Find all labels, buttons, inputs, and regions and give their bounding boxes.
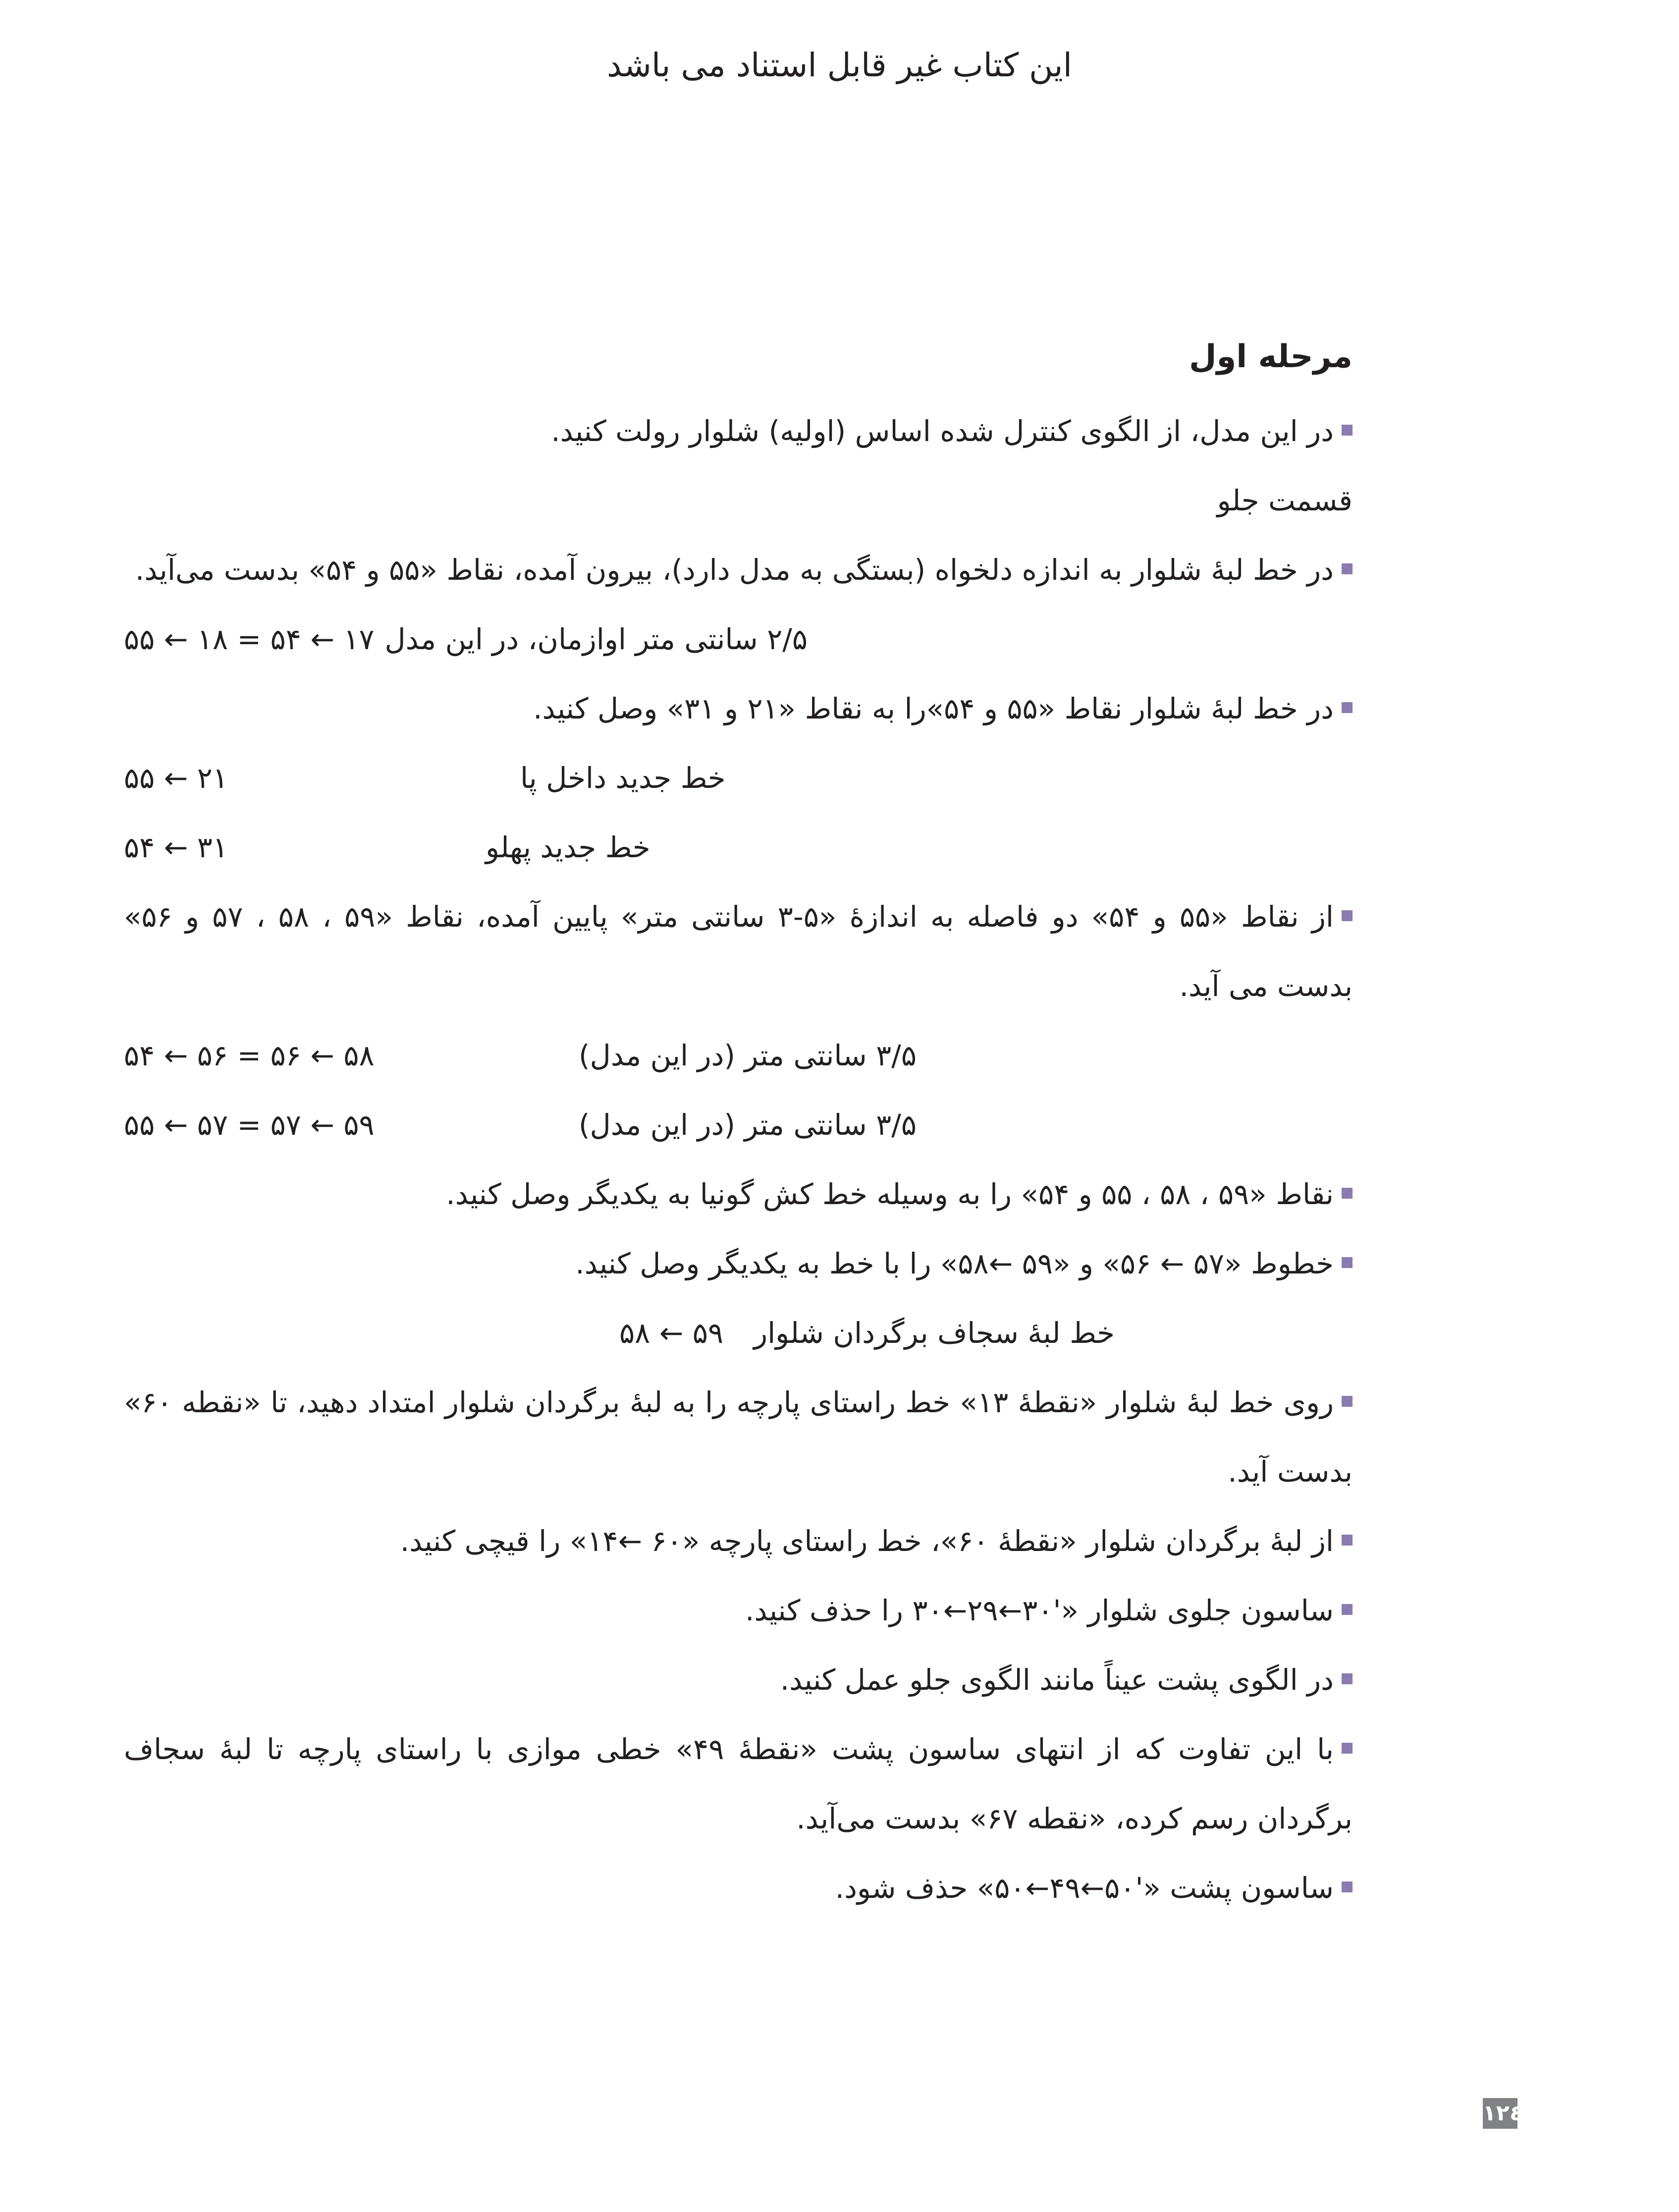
- paragraph: روی خط لبهٔ شلوار «نقطهٔ ۱۳» خط راستای پارچه را به لبهٔ برگردان شلوار امتداد دهید، تا «نقطه ۶۰» بدست آید.: [124, 1385, 1353, 1489]
- bullet-square-icon: [1342, 1881, 1353, 1892]
- bullet-square-icon: [1342, 702, 1353, 713]
- paragraph: از لبهٔ برگردان شلوار «نقطهٔ ۶۰»، خط راستای پارچه «۶۰ ←۱۴» را قیچی کنید.: [124, 1506, 1353, 1576]
- line-definition: [124, 743, 1353, 813]
- measurement-line: [124, 605, 1353, 674]
- point-formula: ۱۷ ← ۵۴ = ۱۸ ← ۵۵: [124, 622, 375, 656]
- paragraph: در خط لبهٔ شلوار به اندازه دلخواه (بستگی به مدل دارد)، بیرون آمده، نقاط «۵۵ و ۵۴» بدست می‌آید.: [124, 535, 1353, 605]
- bullet-square-icon: [1342, 1604, 1353, 1615]
- page-header: این کتاب غیر قابل استناد می باشد: [606, 46, 1073, 84]
- paragraph: ساسون پشت «'۵۰←۴۹←۵۰» حذف شود.: [124, 1853, 1353, 1923]
- measurement-line: [124, 1021, 1353, 1090]
- subsection-label: قسمت جلو: [1217, 484, 1353, 517]
- point-formula: ۵۸ ← ۵۶ = ۵۶ ← ۵۴: [124, 1039, 375, 1072]
- line-label: خط جدید پهلو: [486, 830, 650, 864]
- page-content: [124, 327, 1353, 1923]
- bullet-square-icon: [1342, 910, 1353, 921]
- paragraph: نقاط «۵۹ ، ۵۸ ، ۵۵ و ۵۴» را به وسیله خط کش گونیا به یکدیگر وصل کنید.: [124, 1160, 1353, 1229]
- line-label: خط جدید داخل پا: [520, 761, 726, 795]
- line-definition: [124, 813, 1353, 882]
- line-label: خط لبهٔ سجاف برگردان شلوار: [754, 1316, 1115, 1350]
- measurement-line: [124, 1090, 1353, 1160]
- point-formula: ۲۱ ← ۵۵: [124, 761, 228, 795]
- measurement-text: ۳/۵ سانتی متر (در این مدل): [578, 1108, 917, 1142]
- bullet-square-icon: [1342, 563, 1353, 574]
- bullet-square-icon: [1342, 1257, 1353, 1268]
- point-formula: ۵۹ ← ۵۸: [619, 1316, 724, 1350]
- paragraph: در خط لبهٔ شلوار نقاط «۵۵ و ۵۴»را به نقاط «۲۱ و ۳۱» وصل کنید.: [124, 674, 1353, 743]
- paragraph: در الگوی پشت عیناً مانند الگوی جلو عمل کنید.: [124, 1645, 1353, 1714]
- line-definition: [124, 1298, 1353, 1368]
- paragraph: ساسون جلوی شلوار «'۳۰←۲۹←۳۰ را حذف کنید.: [124, 1576, 1353, 1645]
- bullet-square-icon: [1342, 1743, 1353, 1754]
- bullet-square-icon: [1342, 1396, 1353, 1407]
- paragraph: در این مدل، از الگوی کنترل شده اساس (اولیه) شلوار رولت کنید.: [124, 396, 1353, 466]
- point-formula: ۳۱ ← ۵۴: [124, 830, 228, 864]
- bullet-square-icon: [1342, 425, 1353, 436]
- section-title: مرحله اول: [1189, 338, 1353, 375]
- bullet-square-icon: [1342, 1535, 1353, 1546]
- paragraph: با این تفاوت که از انتهای ساسون پشت «نقطهٔ ۴۹» خطی موازی با راستای پارچه تا لبهٔ سجاف برگردان رسم کرده، «نقطه ۶۷» بدست می‌آید.: [124, 1732, 1353, 1835]
- bullet-square-icon: [1342, 1673, 1353, 1684]
- bullet-square-icon: [1342, 1188, 1353, 1199]
- paragraph: خطوط «۵۷ ← ۵۶» و «۵۹ ←۵۸» را با خط به یکدیگر وصل کنید.: [124, 1229, 1353, 1298]
- point-formula: ۵۹ ← ۵۷ = ۵۷ ← ۵۵: [124, 1108, 375, 1142]
- measurement-text: ۲/۵ سانتی متر اوازمان، در این مدل: [384, 622, 808, 656]
- measurement-text: ۳/۵ سانتی متر (در این مدل): [578, 1039, 917, 1072]
- page-number: ۱۲٤: [1483, 2098, 1517, 2129]
- paragraph: از نقاط «۵۵ و ۵۴» دو فاصله به اندازهٔ «۵-۳ سانتی متر» پایین آمده، نقاط «۵۹ ، ۵۸ ، ۵۷ و ۵۶» بدست می آید.: [124, 900, 1353, 1003]
